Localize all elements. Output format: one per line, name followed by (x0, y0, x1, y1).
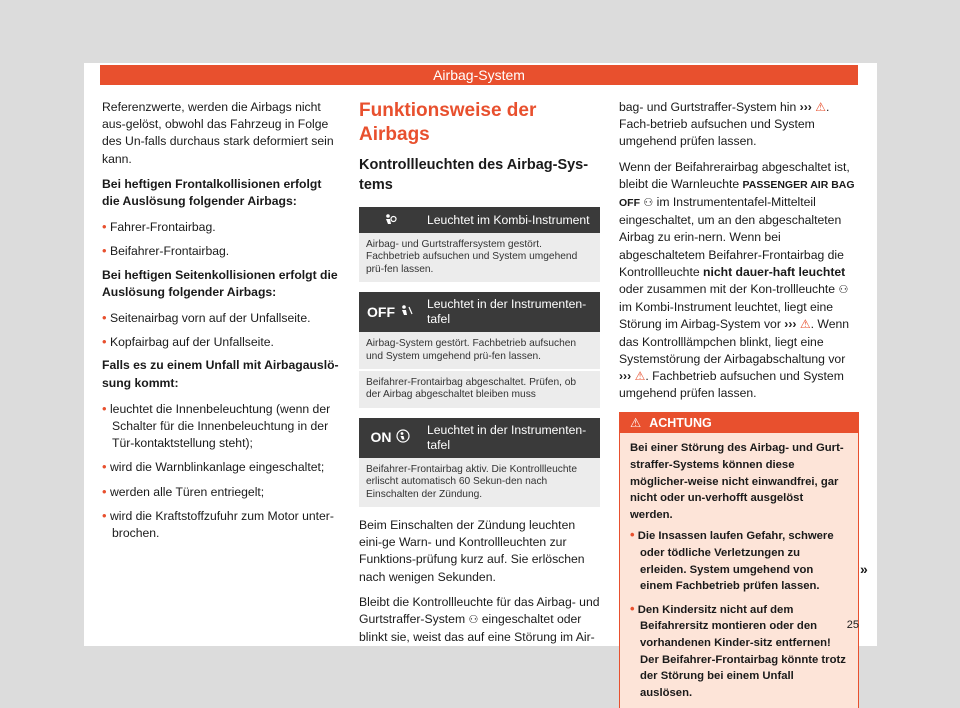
paragraph: bag- und Gurtstraffer-System hin ››› ⚠. Fach-betrieb aufsuchen und System umgehend prüfen lassen. (619, 100, 830, 149)
list-item: • wird die Warnblinkanlage eingeschaltet; (102, 459, 325, 475)
continue-marker: » (860, 561, 868, 577)
column-3 (619, 99, 859, 708)
paragraph: Beim Einschalten der Zündung leuchten eini-ge Warn- und Kontrollleuchten zur Funktions-prüfung kurz auf. Sie erlöschen nach wenigen Sekunden. (359, 518, 585, 584)
warning-triangle-icon: ⚠ (815, 100, 826, 114)
warning-title: ACHTUNG (649, 415, 712, 430)
warning-triangle-icon: ⚠ (634, 369, 646, 384)
page-number: 25 (846, 619, 859, 631)
bullet-icon: • (102, 507, 107, 523)
lamp-text: Beifahrer-Frontairbag aktiv. Die Kontrollleuchte erlischt automatisch 60 Sekun-den nach Einschalten der Zündung. (359, 458, 600, 507)
list-item: • Beifahrer-Frontairbag. (102, 243, 230, 259)
lamp-title: Leuchtet in der Instrumenten-tafel (427, 297, 587, 327)
lamp-text: Airbag- und Gurtstraffersystem gestört. Fachbetrieb aufsuchen und System umgehend prü-fen lassen. (359, 233, 600, 282)
warning-text: Bei einer Störung des Airbag- und Gurt-straffer-Systems können diese möglicher-weise nicht einwandfrei, gar nicht oder un-verhofft ausgelöst werden. (630, 442, 844, 521)
side-heading: Bei heftigen Seitenkollisionen erfolgt die Auslösung folgender Airbags: (102, 267, 338, 299)
bullet-icon: • (102, 243, 107, 259)
airbag-icon: ⚇ (838, 284, 849, 297)
reference-arrows: ››› (799, 100, 812, 114)
paragraph: Wenn der Beifahrerairbag abgeschaltet ist, bleibt die Warnleuchte PASSENGER AIR BAG OFF ⚇ im Instrumententafel-Mittelteil eingeschaltet, um an den abgeschalteten Airbag zu erin-nern. Wenn bei abgeschaltetem Beifahrer-Frontairbag die Kontrollleuchte nicht dauer-haft leuchtet oder zusammen mit der Kon-trollleuchte ⚇ im Kombi-Instrument leuchtet, liegt eine Störung im Airbag-System vor ››› ⚠. Wenn das Kontrolllämpchen blinkt, liegt eine Systemstörung der Airbagabschaltung vor ››› ⚠. Fachbetrieb aufsuchen und System umgehend prüfen lassen. (619, 159, 855, 401)
bullet-icon: • (102, 334, 107, 350)
lamp-text: Beifahrer-Frontairbag abgeschaltet. Prüfen, ob der Airbag abgeschaltet bleiben muss (359, 369, 600, 408)
list-item: • wird die Kraftstoffzufuhr zum Motor unter-brochen. (102, 507, 334, 541)
frontal-heading: Bei heftigen Frontalkollisionen erfolgt die Auslösung folgender Airbags: (102, 176, 322, 209)
list-item: • Die Insassen laufen Gefahr, schwere oder tödliche Verletzungen zu erleiden. System umgehend von einem Fachbetrieb prüfen lassen. (630, 527, 834, 593)
list-item: • Fahrer-Frontairbag. (102, 219, 216, 235)
lamp-title: Leuchtet im Kombi-Instrument (427, 212, 590, 227)
lamp-text: Airbag-System gestört. Fachbetrieb aufsuchen und System umgehend prü-fen lassen. (359, 332, 600, 369)
deploy-heading: Falls es zu einem Unfall mit Airbagauslö-sung kommt: (102, 358, 339, 390)
lamp-title: Leuchtet in der Instrumenten-tafel (427, 422, 587, 452)
lamp-table-3 (359, 418, 600, 507)
airbag-icon (359, 213, 421, 227)
manual-page (84, 63, 877, 699)
reference-arrows: ››› (619, 369, 632, 384)
bullet-icon: • (630, 600, 635, 616)
list-item: • werden alle Türen entriegelt; (102, 483, 265, 499)
passenger-airbag-off-label: PASSENGER AIR BAG OFF (619, 178, 855, 210)
main-heading: Funktionsweise der Airbags (359, 100, 537, 145)
bullet-icon: • (102, 483, 107, 499)
reference-arrows: ››› (784, 317, 797, 332)
bullet-icon: • (102, 310, 107, 326)
list-item: • Kopfairbag auf der Unfallseite. (102, 334, 274, 350)
airbag-off-icon: ⚇ (643, 197, 654, 210)
warning-triangle-icon: ⚠ (630, 415, 642, 430)
warning-triangle-icon: ⚠ (799, 317, 811, 332)
bullet-icon: • (102, 459, 107, 475)
warning-box (619, 412, 859, 708)
sub-heading: Kontrollleuchten des Airbag-Sys-tems (359, 157, 589, 193)
lamp-table-2 (359, 292, 600, 408)
intro-paragraph: Referenzwerte, werden die Airbags nicht aus-gelöst, obwohl das Fahrzeug in Folge des Un-falls durchaus stark deformiert sein kann. (102, 100, 334, 166)
list-item: • Seitenairbag vorn auf der Unfallseite. (102, 310, 311, 326)
bullet-icon: • (102, 400, 107, 416)
airbag-icon: ⚇ (468, 614, 479, 627)
on-label: ON (370, 429, 392, 446)
column-2 (359, 99, 600, 654)
lamp-table-1 (359, 207, 600, 282)
list-item: • leuchtet die Innenbeleuchtung (wenn der Schalter für die Innenbeleuchtung in der Tür-kontaktstellung steht); (102, 400, 331, 451)
bullet-icon: • (102, 219, 107, 235)
list-item: • Den Kindersitz nicht auf dem Beifahrersitz montieren oder den vorhandenen Kinder-sitz entfernen! Der Beifahrer-Frontairbag könnte trotz der Störung bei einem Unfall auslösen. (630, 600, 846, 699)
bullet-icon: • (630, 527, 635, 543)
section-header: Airbag-System (100, 65, 858, 85)
paragraph: Bleibt die Kontrollleuchte für das Airbag- und Gurtstraffer-System ⚇ eingeschaltet oder blinkt sie, weist das auf eine Störung im Air- (359, 594, 600, 645)
airbag-active-icon (396, 429, 410, 446)
off-label: OFF (367, 303, 395, 320)
airbag-icon (399, 304, 413, 321)
column-1 (102, 99, 342, 548)
